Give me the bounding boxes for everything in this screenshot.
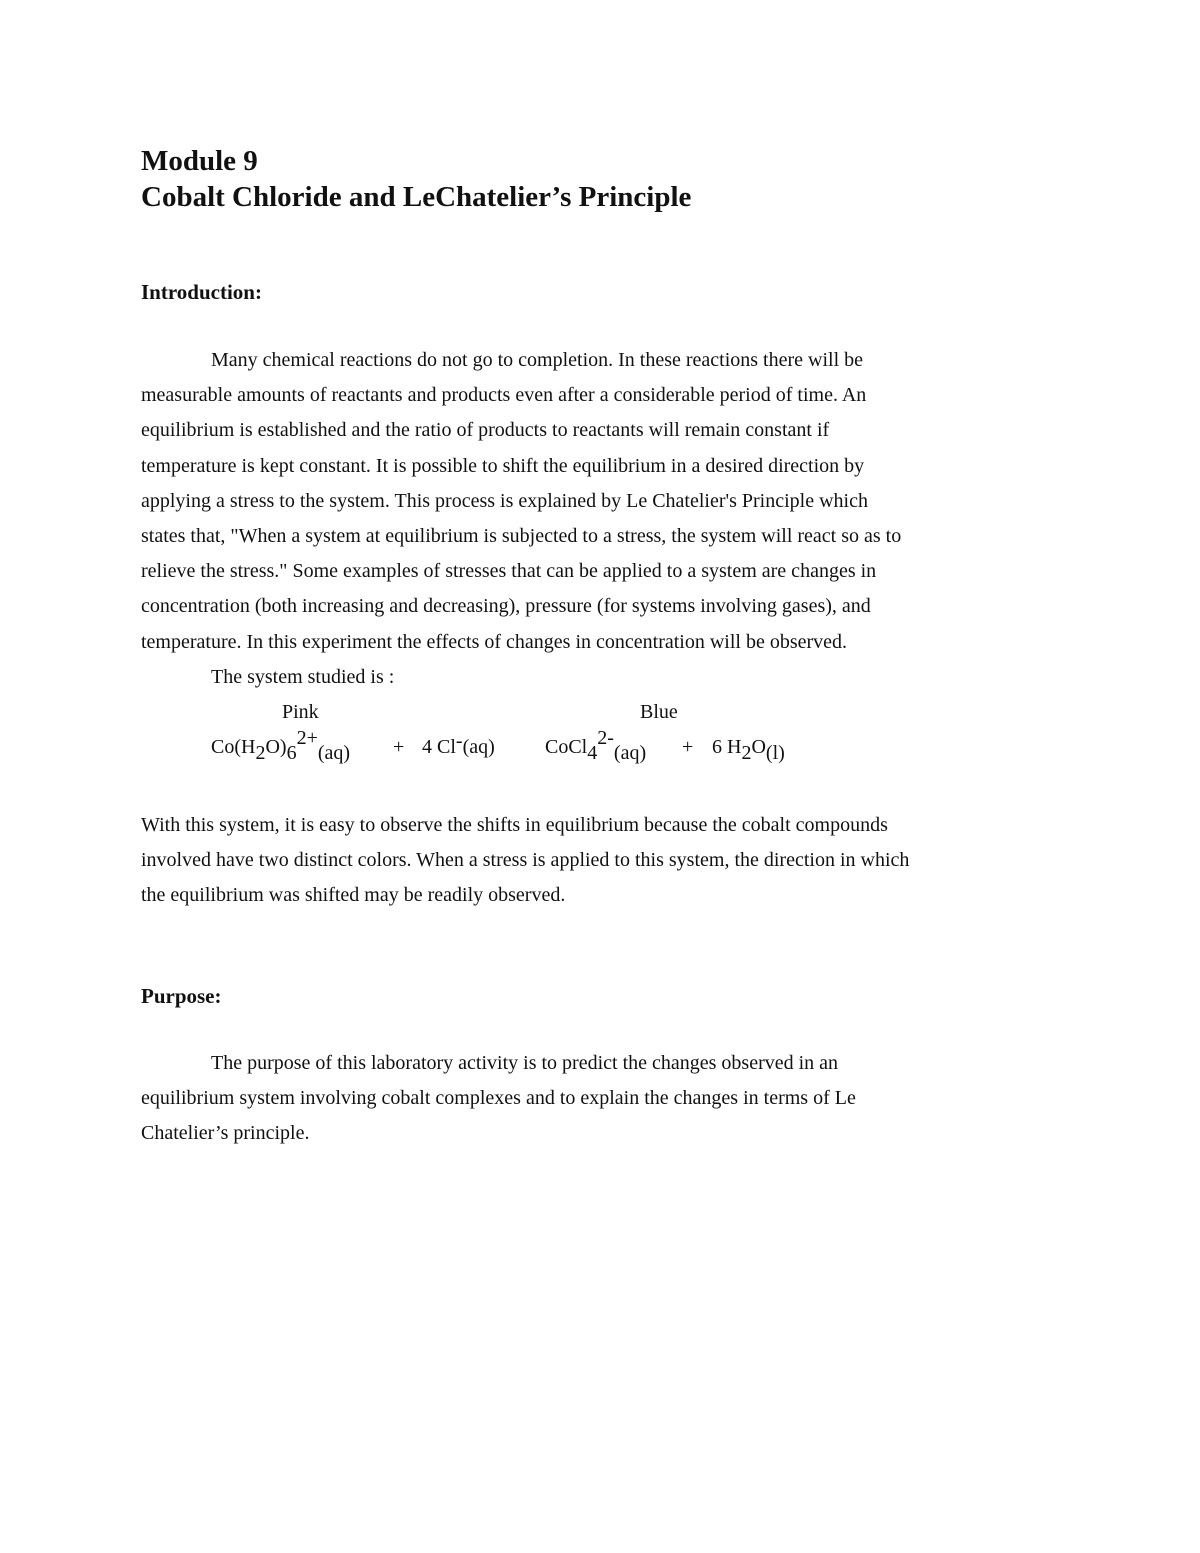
observation-paragraph: [141, 808, 1061, 914]
intro-line: states that, "When a system at equilibrium is subjected to a stress, the system will react so as to: [141, 524, 902, 547]
purpose-heading: Purpose:: [141, 984, 222, 1008]
module-title: Cobalt Chloride and LeChatelier’s Principle: [141, 181, 692, 213]
intro-line: equilibrium is established and the ratio of products to reactants will remain constant if: [141, 419, 830, 442]
document-title: [141, 143, 691, 215]
intro-line: temperature is kept constant. It is possible to shift the equilibrium in a desired direction by: [141, 454, 865, 477]
observation-line: the equilibrium was shifted may be readily observed.: [141, 884, 566, 907]
purpose-line: The purpose of this laboratory activity is to predict the changes observed in an: [211, 1052, 839, 1074]
observation-line: involved have two distinct colors. When a stress is applied to this system, the direction in which: [141, 849, 910, 872]
blue-label: Blue: [640, 701, 678, 723]
plus-sign: +: [682, 736, 694, 758]
intro-line: Many chemical reactions do not go to completion. In these reactions there will be: [211, 349, 864, 371]
intro-line: concentration (both increasing and decreasing), pressure (for systems involving gases), and: [141, 595, 871, 618]
chloride-ion: 4 Cl-(aq): [422, 730, 495, 758]
observation-line: With this system, it is easy to observe the shifts in equilibrium because the cobalt compounds: [141, 814, 888, 836]
introduction-paragraph: [141, 343, 1061, 695]
hexaaquacobalt-ion: Co(H2O)62+(aq): [211, 727, 351, 764]
tetrachlorocobalt-ion: CoCl42-(aq): [545, 727, 647, 764]
intro-line: temperature. In this experiment the effects of changes in concentration will be observed.: [141, 630, 848, 653]
module-number: Module 9: [141, 145, 258, 177]
introduction-heading: Introduction:: [141, 280, 262, 304]
intro-line: measurable amounts of reactants and products even after a considerable period of time. An: [141, 384, 867, 407]
plus-sign: +: [393, 736, 405, 758]
purpose-line: equilibrium system involving cobalt complexes and to explain the changes in terms of Le: [141, 1087, 856, 1110]
intro-line: applying a stress to the system. This process is explained by Le Chatelier's Principle which: [141, 489, 868, 512]
system-studied-line: The system studied is :: [211, 665, 395, 688]
purpose-paragraph: [141, 1046, 1061, 1152]
water-molecules: 6 H2O(l): [712, 736, 785, 764]
purpose-line: Chatelier’s principle.: [141, 1122, 310, 1145]
intro-line: relieve the stress." Some examples of stresses that can be applied to a system are changes in: [141, 560, 877, 583]
pink-label: Pink: [282, 701, 319, 723]
